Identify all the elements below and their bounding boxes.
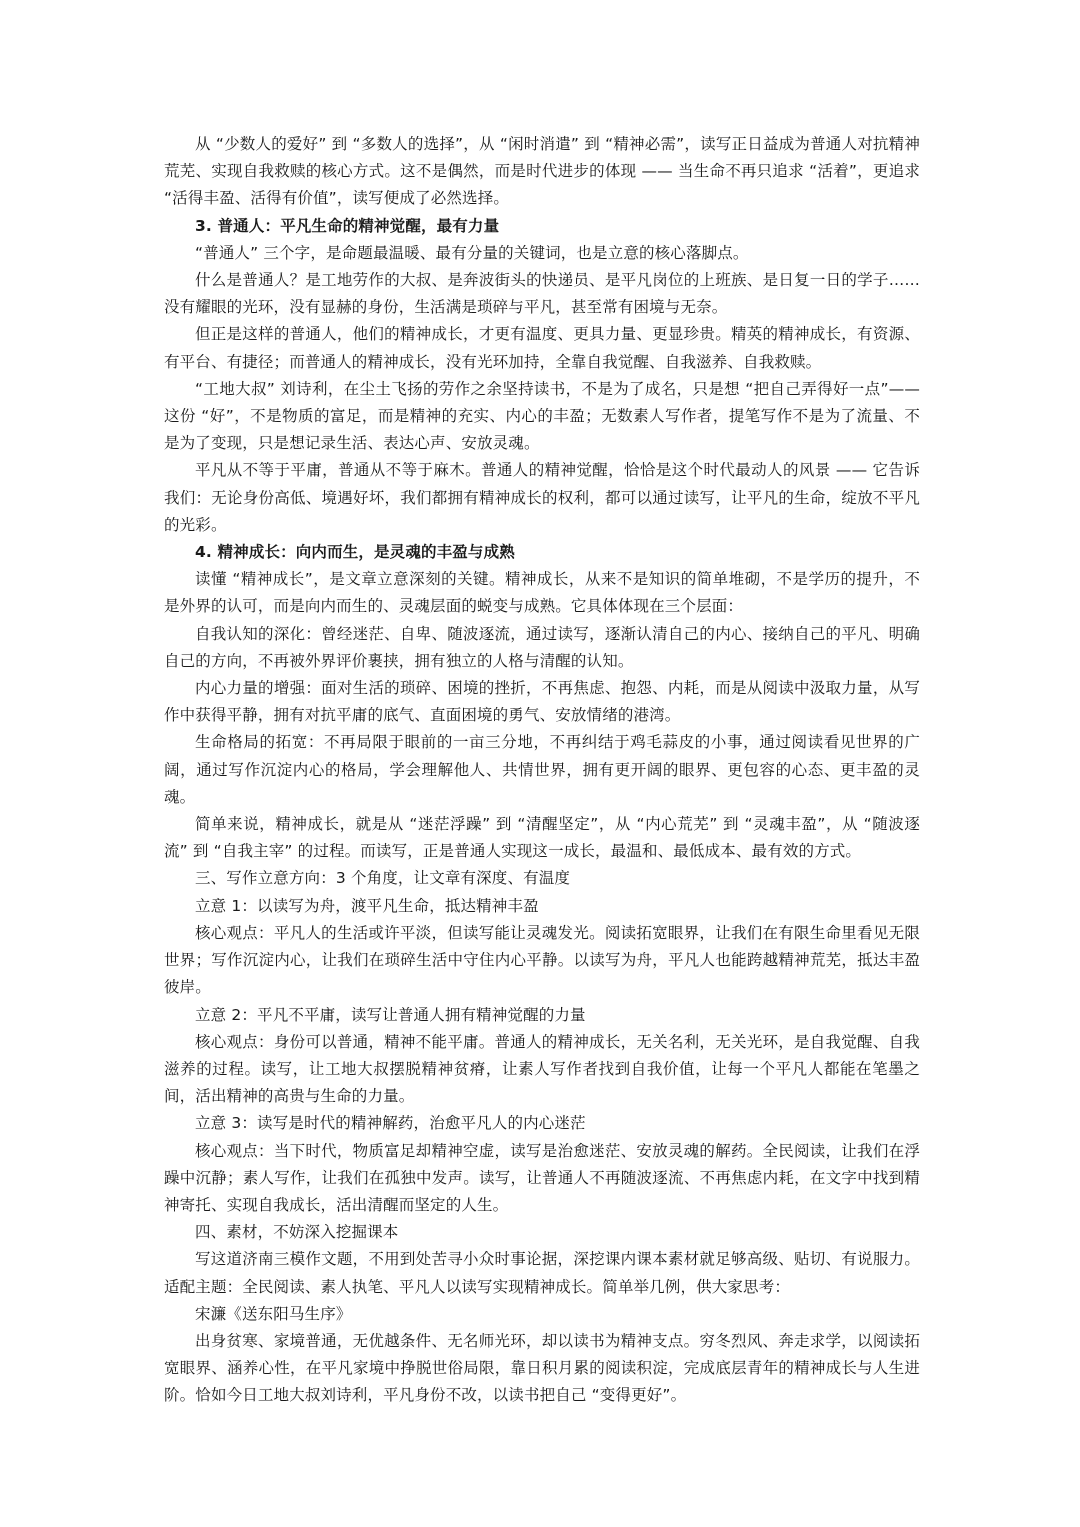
material-song-lian-analysis: 出身贫寒、家境普通，无优越条件、无名师光环，却以读书为精神支点。穷冬烈风、奔走求学，以阅读拓宽眼界、涵养心性，在平凡家境中挣脱世俗局限，靠日积月累的阅读积淀，完成底层青年的精神成长与人生进阶。恰如今日工地大叔刘诗利，平凡身份不改，以读书把自己 “变得更好”。 (164, 1331, 920, 1405)
paragraph-self-cognition: 自我认知的深化：曾经迷茫、自卑、随波逐流，通过读写，逐渐认清自己的内心、接纳自己的平凡、明确自己的方向，不再被外界评价裹挟，拥有独立的人格与清醒的认知。 (164, 624, 920, 670)
paragraph-ordinary-awakening: 平凡从不等于平庸，普通从不等于麻木。普通人的精神觉醒，恰恰是这个时代最动人的风景 —— 它告诉我们：无论身份高低、境遇好坏，我们都拥有精神成长的权利，都可以通过读写，让平凡的生命，绽放不平凡的光彩。 (164, 461, 920, 534)
section-heading-spiritual-growth: 4. 精神成长：向内而生，是灵魂的丰盈与成熟 (195, 543, 515, 562)
thesis-2-core-view: 核心观点：身份可以普通，精神不能平庸。普通人的精神成长，无关名利，无关光环，是自我觉醒、自我滋养的过程。读写，让工地大叔摆脱精神贫瘠，让素人写作者找到自我价值，让每一个平凡人都能在笔墨之间，活出精神的高贵与生命的力量。 (164, 1032, 920, 1106)
thesis-1-core-view: 核心观点：平凡人的生活或许平淡，但读写能让灵魂发光。阅读拓宽眼界，让我们在有限生命里看见无限世界；写作沉淀内心，让我们在琐碎生活中守住内心平静。以读写为舟，平凡人也能跨越精神荒芜，抵达丰盈彼岸。 (164, 923, 920, 997)
paragraph-keyword-ordinary: “普通人” 三个字，是命题最温暖、最有分量的关键词，也是立意的核心落脚点。 (195, 243, 749, 262)
paragraph-materials-intro: 写这道济南三模作文题，不用到处苦寻小众时事论据，深挖课内课本素材就足够高级、贴切、有说服力。适配主题：全民阅读、素人执笔、平凡人以读写实现精神成长。简单举几例，供大家思考： (164, 1250, 920, 1296)
thesis-3-core-view: 核心观点：当下时代，物质富足却精神空虚，读写是治愈迷茫、安放灵魂的解药。全民阅读，让我们在浮躁中沉静；素人写作，让我们在孤独中发声。读写，让普通人不再随波逐流、不再焦虑内耗，在文字中找到精神寄托、实现自我成长，活出清醒而坚定的人生。 (164, 1141, 920, 1214)
thesis-1-title: 立意 1：以读写为舟，渡平凡生命，抵达精神丰盈 (195, 896, 539, 915)
section-heading-materials: 四、素材，不妨深入挖掘课本 (195, 1223, 399, 1242)
paragraph-inner-strength: 内心力量的增强：面对生活的琐碎、困境的挫折，不再焦虑、抱怨、内耗，而是从阅读中汲取力量，从写作中获得平静，拥有对抗平庸的底气、直面困境的勇气、安放情绪的港湾。 (164, 679, 920, 725)
paragraph-reading-trend: 从 “少数人的爱好” 到 “多数人的选择”，从 “闲时消遣” 到 “精神必需”，读写正日益成为普通人对抗精神荒芜、实现自我救赎的核心方式。这不是偶然，而是时代进步的体现 —— 当生命不再只追求 “活着”，更追求 “活得丰盈、活得有价值”，读写便成了必然选择。 (164, 135, 920, 208)
paragraph-life-pattern: 生命格局的拓宽：不再局限于眼前的一亩三分地，不再纠结于鸡毛蒜皮的小事，通过阅读看见世界的广阔，通过写作沉淀内心的格局，学会理解他人、共情世界，拥有更开阔的眼界、更包容的心态、更丰盈的灵魂。 (164, 733, 920, 806)
thesis-2-title: 立意 2：平凡不平庸，读写让普通人拥有精神觉醒的力量 (195, 1005, 586, 1024)
paragraph-growth-summary: 简单来说，精神成长，就是从 “迷茫浮躁” 到 “清醒坚定”，从 “内心荒芜” 到 “灵魂丰盈”，从 “随波逐流” 到 “自我主宰” 的过程。而读写，正是普通人实现这一成长，最温和、最低成本、最有效的方式。 (164, 815, 920, 861)
article-body (164, 131, 920, 1410)
paragraph-understand-growth: 读懂 “精神成长”，是文章立意深刻的关键。精神成长，从来不是知识的简单堆砌，不是学历的提升，不是外界的认可，而是向内而生的、灵魂层面的蜕变与成熟。它具体体现在三个层面： (164, 570, 920, 616)
material-title-song-lian: 宋濂《送东阳马生序》 (195, 1304, 352, 1323)
paragraph-ordinary-growth: 但正是这样的普通人，他们的精神成长，才更有温度、更具力量、更显珍贵。精英的精神成长，有资源、有平台、有捷径；而普通人的精神成长，没有光环加持，全靠自我觉醒、自我滋养、自我救赎。 (164, 325, 920, 371)
section-heading-ordinary-people: 3. 普通人：平凡生命的精神觉醒，最有力量 (195, 216, 500, 235)
paragraph-site-worker-example: “工地大叔” 刘诗利，在尘土飞扬的劳作之余坚持读书，不是为了成名，只是想 “把自己弄得好一点”—— 这份 “好”，不是物质的富足，而是精神的充实、内心的丰盈；无数素人写作者，提笔写作不是为了流量、不是为了变现，只是想记录生活、表达心声、安放灵魂。 (164, 379, 920, 453)
paragraph-what-is-ordinary: 什么是普通人？是工地劳作的大叔、是奔波街头的快递员、是平凡岗位的上班族、是日复一日的学子……没有耀眼的光环，没有显赫的身份，生活满是琐碎与平凡，甚至常有困境与无奈。 (164, 271, 920, 317)
thesis-3-title: 立意 3：读写是时代的精神解药，治愈平凡人的内心迷茫 (195, 1114, 586, 1133)
section-heading-writing-directions: 三、写作立意方向：3 个角度，让文章有深度、有温度 (195, 869, 571, 888)
